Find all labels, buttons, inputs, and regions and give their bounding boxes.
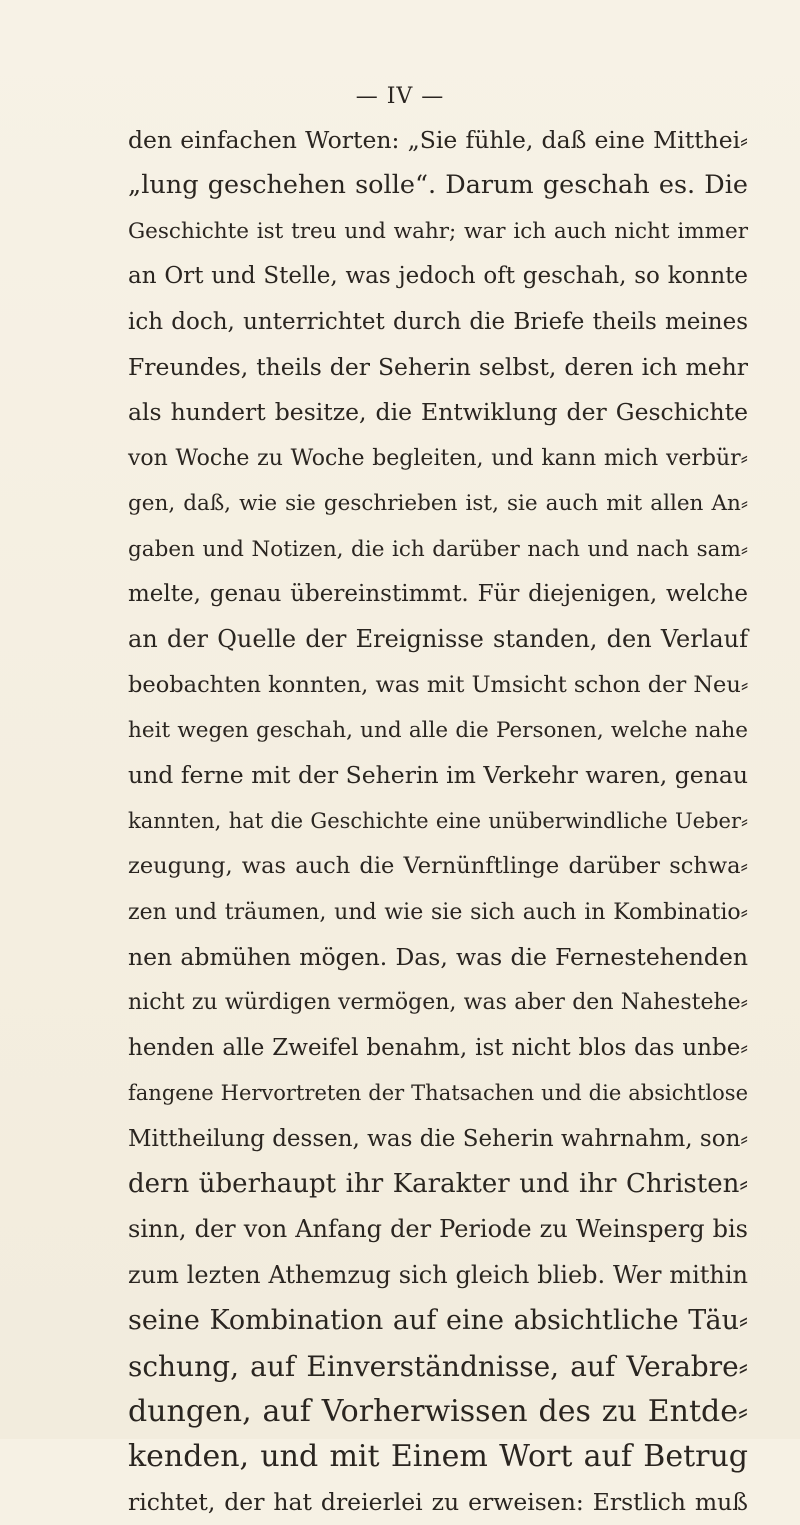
text-line: fangene Hervortreten der Thatsachen und die absichtlose: [128, 1081, 748, 1106]
page-number-header: — IV —: [355, 84, 445, 109]
text-line: beobachten konnten, was mit Umsicht schon der Neu⸗: [128, 671, 749, 698]
text-line: sinn, der von Anfang der Periode zu Weinsperg bis: [128, 1215, 748, 1244]
text-line: gen, daß, wie sie geschrieben ist, sie auch mit allen An⸗: [128, 491, 748, 517]
text-line: seine Kombination auf eine absichtliche Täu⸗: [128, 1305, 748, 1337]
text-line: von Woche zu Woche begleiten, und kann mich verbür⸗: [128, 445, 748, 471]
text-line: nicht zu würdigen vermögen, was aber den Nahestehe⸗: [128, 990, 748, 1016]
text-line: schung, auf Einverständnisse, auf Verabre⸗: [128, 1349, 748, 1383]
text-line: kenden, und mit Einem Wort auf Betrug: [128, 1439, 748, 1475]
text-line: an der Quelle der Ereignisse standen, den Verlauf: [128, 625, 748, 654]
text-line: henden alle Zweifel benahm, ist nicht blos das unbe⸗: [128, 1034, 748, 1061]
text-line: den einfachen Worten: „Sie fühle, daß eine Mitthei⸗: [128, 126, 748, 154]
text-line: als hundert besitze, die Entwiklung der Geschichte: [128, 398, 748, 427]
text-line: „lung geschehen solle“. Darum geschah es. Die: [128, 170, 748, 201]
text-line: ich doch, unterrichtet durch die Briefe theils meines: [128, 308, 748, 335]
text-line: gaben und Notizen, die ich darüber nach und nach sam⸗: [128, 536, 748, 562]
text-line: an Ort und Stelle, was jedoch oft geschah, so konnte: [128, 263, 748, 290]
text-line: nen abmühen mögen. Das, was die Fernestehenden: [128, 943, 748, 972]
text-line: melte, genau übereinstimmt. Für diejenigen, welche: [128, 580, 748, 607]
text-line: zen und träumen, und wie sie sich auch in Kombinatio⸗: [128, 899, 748, 925]
text-line: kannten, hat die Geschichte eine unüberwindliche Ueber⸗: [128, 808, 748, 833]
text-line: dungen, auf Vorherwissen des zu Entde⸗: [128, 1393, 748, 1429]
body-text: [128, 118, 748, 1525]
text-line: heit wegen geschah, und alle die Personen, welche nahe: [128, 718, 748, 744]
text-line: zum lezten Athemzug sich gleich blieb. Wer mithin: [128, 1260, 748, 1289]
text-line: Geschichte ist treu und wahr; war ich auch nicht immer: [128, 218, 748, 244]
text-line: Mittheilung dessen, was die Seherin wahrnahm, son⸗: [128, 1125, 749, 1152]
text-line: richtet, der hat dreierlei zu erweisen: Erstlich muß: [128, 1487, 748, 1516]
text-line: und ferne mit der Seherin im Verkehr waren, genau: [128, 761, 748, 790]
text-line: dern überhaupt ihr Karakter und ihr Christen⸗: [128, 1168, 748, 1199]
text-line: zeugung, was auch die Vernünftlinge darüber schwa⸗: [128, 853, 748, 880]
text-line: Freundes, theils der Seherin selbst, deren ich mehr: [128, 352, 748, 381]
